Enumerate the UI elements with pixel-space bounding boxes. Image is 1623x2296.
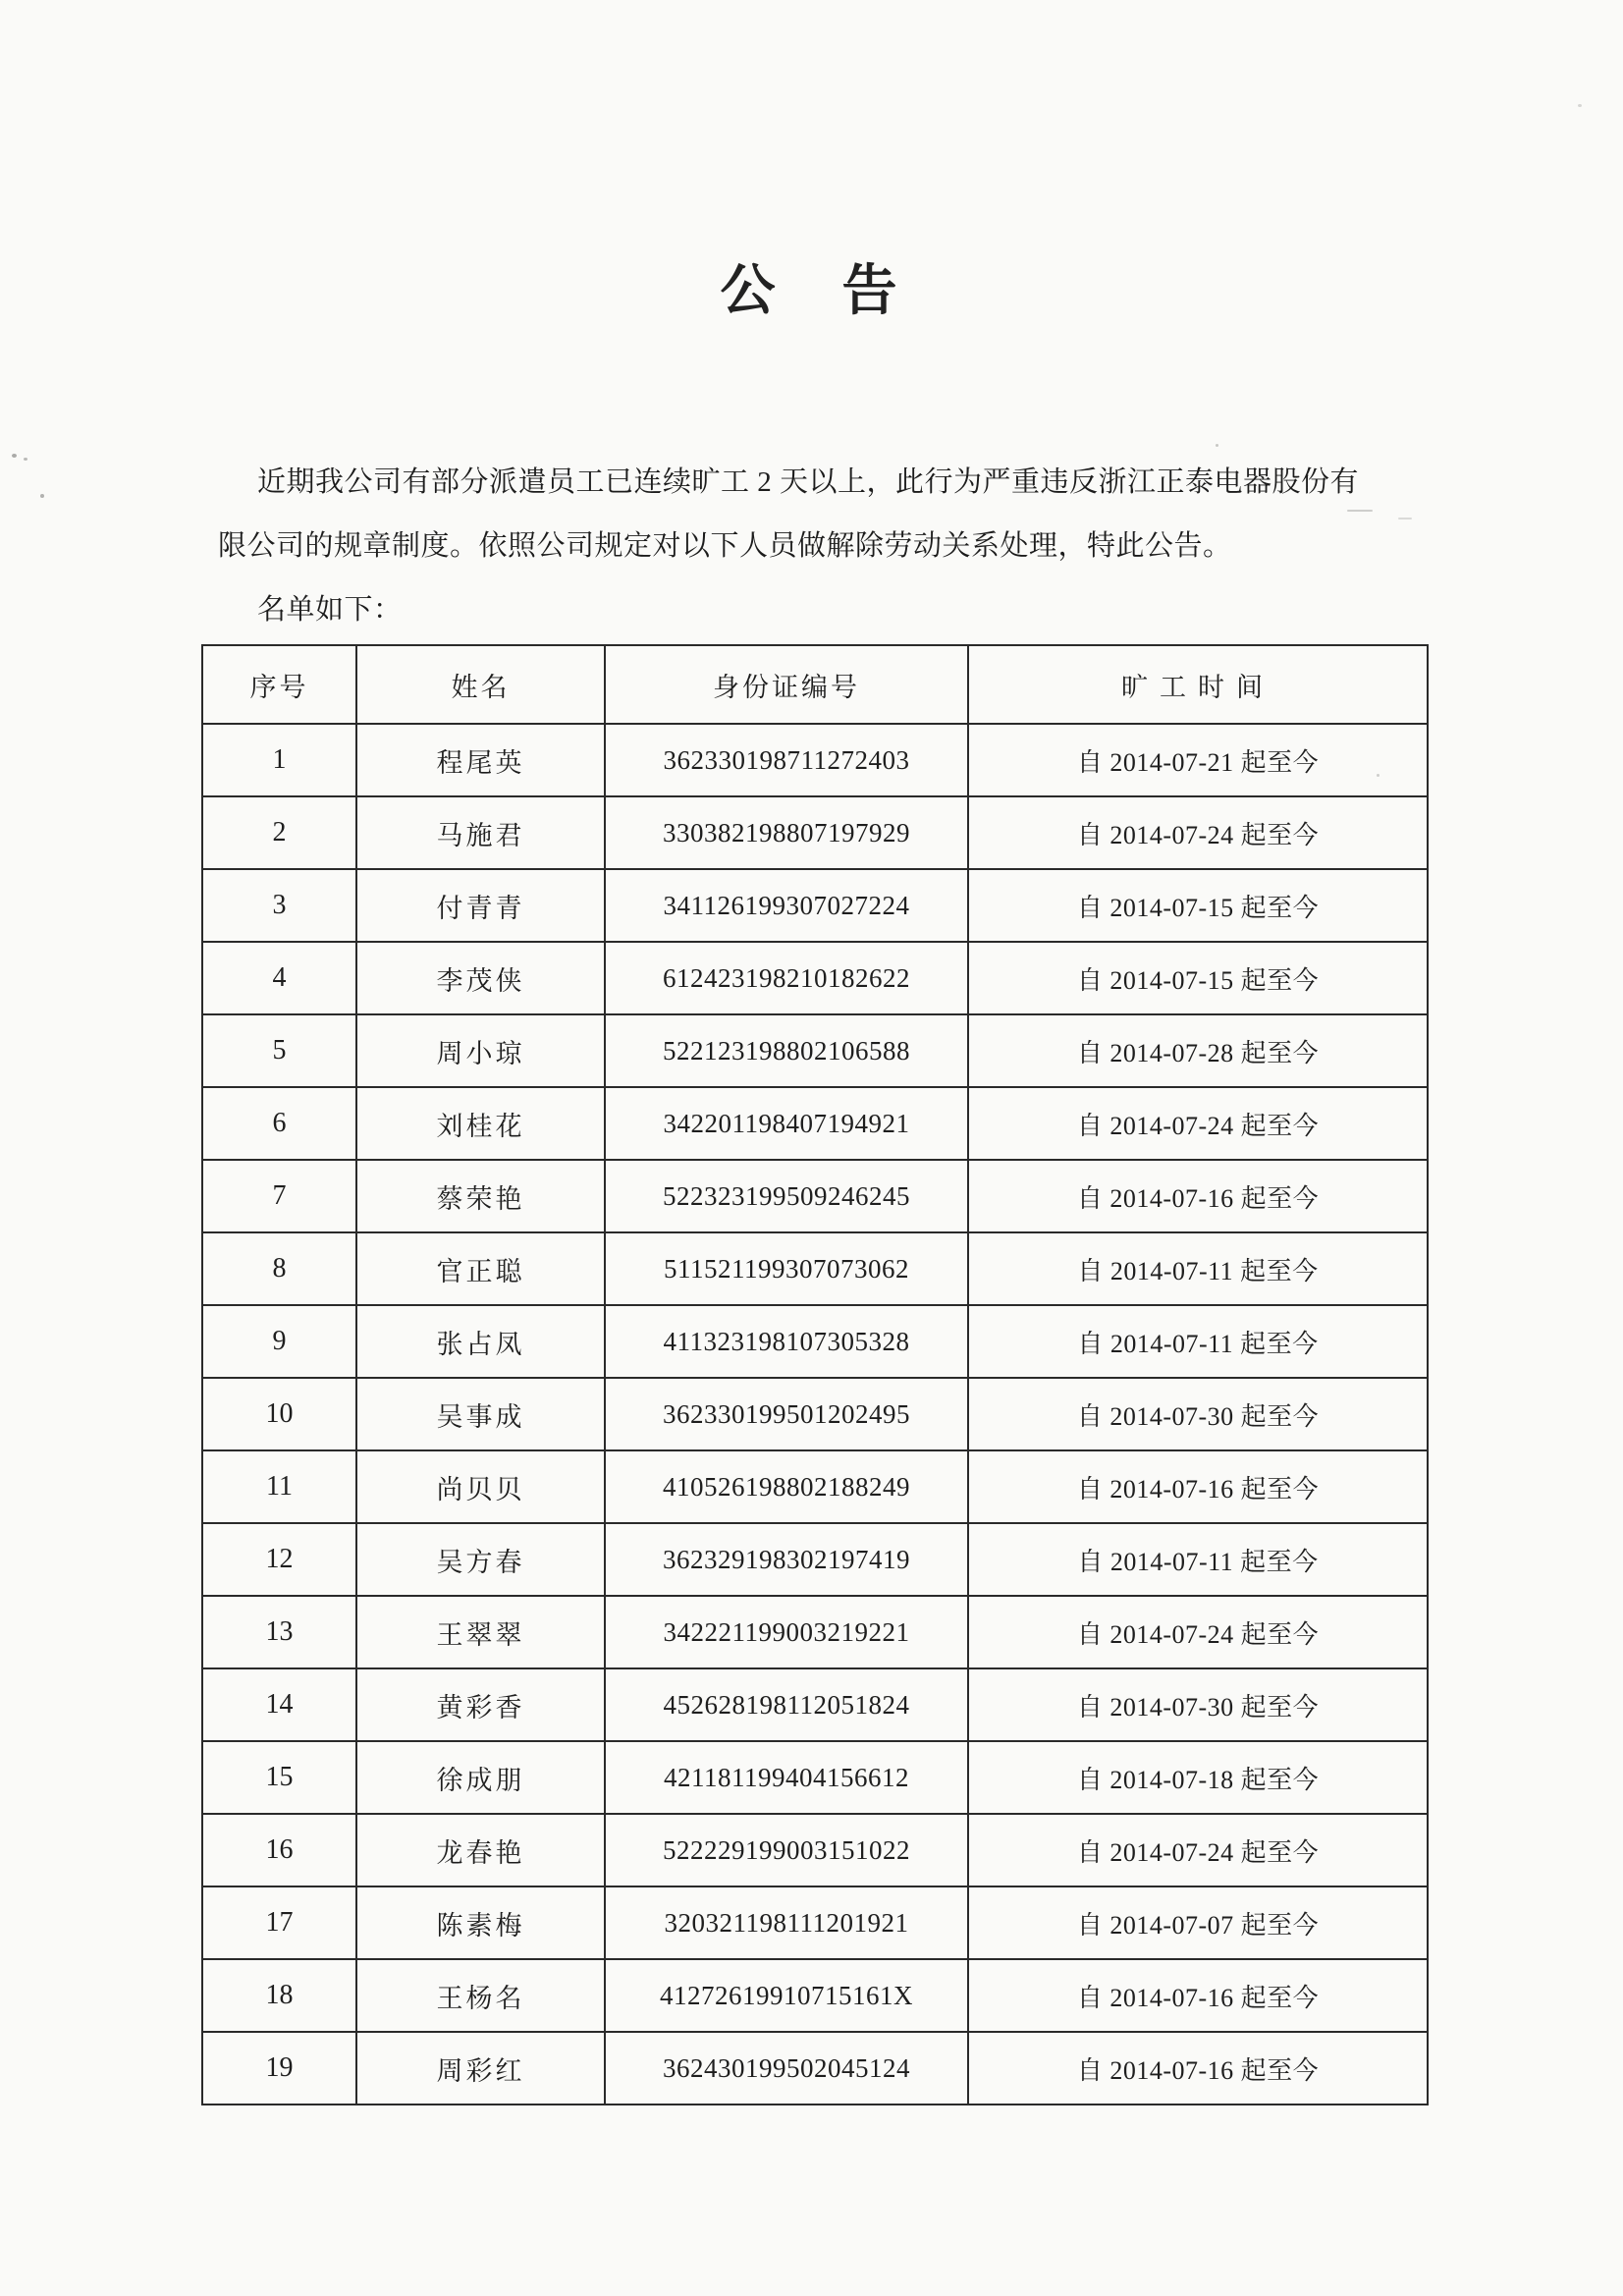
absence-period-cell: 自 2014-07-21 起至今 bbox=[968, 724, 1428, 796]
id-number-cell: 330382198807197929 bbox=[605, 796, 968, 869]
scan-artifact bbox=[40, 494, 44, 498]
table-row bbox=[202, 1378, 1428, 1450]
header-absence-period: 旷工时间 bbox=[968, 645, 1428, 724]
row-number-cell: 5 bbox=[202, 1014, 356, 1087]
table-row bbox=[202, 942, 1428, 1014]
absence-period-cell: 自 2014-07-16 起至今 bbox=[968, 2032, 1428, 2105]
id-number-cell: 362330198711272403 bbox=[605, 724, 968, 796]
name-cell: 龙春艳 bbox=[356, 1814, 605, 1886]
table-row bbox=[202, 1741, 1428, 1814]
absence-period-cell: 自 2014-07-30 起至今 bbox=[968, 1378, 1428, 1450]
absence-period-cell: 自 2014-07-16 起至今 bbox=[968, 1450, 1428, 1523]
id-number-cell: 362329198302197419 bbox=[605, 1523, 968, 1596]
absence-period-cell: 自 2014-07-16 起至今 bbox=[968, 1160, 1428, 1232]
notice-paragraph-line2: 限公司的规章制度。依照公司规定对以下人员做解除劳动关系处理，特此公告。 bbox=[218, 530, 1232, 562]
absence-period-cell: 自 2014-07-15 起至今 bbox=[968, 942, 1428, 1014]
id-number-cell: 410526198802188249 bbox=[605, 1450, 968, 1523]
id-number-cell: 452628198112051824 bbox=[605, 1668, 968, 1741]
table-row bbox=[202, 1087, 1428, 1160]
row-number-cell: 6 bbox=[202, 1087, 356, 1160]
row-number-cell: 16 bbox=[202, 1814, 356, 1886]
table-row bbox=[202, 1959, 1428, 2032]
absence-period-cell: 自 2014-07-24 起至今 bbox=[968, 1087, 1428, 1160]
scan-artifact bbox=[1398, 518, 1412, 519]
table-row bbox=[202, 1232, 1428, 1305]
name-cell: 马施君 bbox=[356, 796, 605, 869]
id-number-cell: 342221199003219221 bbox=[605, 1596, 968, 1668]
row-number-cell: 8 bbox=[202, 1232, 356, 1305]
name-cell: 付青青 bbox=[356, 869, 605, 942]
scan-artifact bbox=[12, 454, 17, 458]
id-number-cell: 342201198407194921 bbox=[605, 1087, 968, 1160]
id-number-cell: 612423198210182622 bbox=[605, 942, 968, 1014]
scan-artifact bbox=[1377, 774, 1380, 777]
table-row bbox=[202, 1305, 1428, 1378]
name-cell: 徐成朋 bbox=[356, 1741, 605, 1814]
absence-period-cell: 自 2014-07-30 起至今 bbox=[968, 1668, 1428, 1741]
row-number-cell: 15 bbox=[202, 1741, 356, 1814]
header-name: 姓名 bbox=[356, 645, 605, 724]
name-cell: 尚贝贝 bbox=[356, 1450, 605, 1523]
row-number-cell: 4 bbox=[202, 942, 356, 1014]
absence-period-cell: 自 2014-07-07 起至今 bbox=[968, 1886, 1428, 1959]
id-number-cell: 320321198111201921 bbox=[605, 1886, 968, 1959]
name-cell: 吴事成 bbox=[356, 1378, 605, 1450]
scan-artifact bbox=[1216, 444, 1218, 447]
scan-artifact bbox=[1347, 510, 1373, 512]
id-number-cell: 362430199502045124 bbox=[605, 2032, 968, 2105]
id-number-cell: 421181199404156612 bbox=[605, 1741, 968, 1814]
name-cell: 陈素梅 bbox=[356, 1886, 605, 1959]
table-row bbox=[202, 796, 1428, 869]
notice-title: 公 告 bbox=[720, 261, 903, 322]
row-number-cell: 11 bbox=[202, 1450, 356, 1523]
table-row bbox=[202, 1523, 1428, 1596]
absence-period-cell: 自 2014-07-15 起至今 bbox=[968, 869, 1428, 942]
absence-period-cell: 自 2014-07-11 起至今 bbox=[968, 1232, 1428, 1305]
absence-period-cell: 自 2014-07-24 起至今 bbox=[968, 1814, 1428, 1886]
row-number-cell: 18 bbox=[202, 1959, 356, 2032]
absence-period-cell: 自 2014-07-11 起至今 bbox=[968, 1305, 1428, 1378]
id-number-cell: 411323198107305328 bbox=[605, 1305, 968, 1378]
row-number-cell: 9 bbox=[202, 1305, 356, 1378]
id-number-cell: 522229199003151022 bbox=[605, 1814, 968, 1886]
row-number-cell: 1 bbox=[202, 724, 356, 796]
name-cell: 王翠翠 bbox=[356, 1596, 605, 1668]
table-row bbox=[202, 1450, 1428, 1523]
id-number-cell: 522123198802106588 bbox=[605, 1014, 968, 1087]
id-number-cell: 522323199509246245 bbox=[605, 1160, 968, 1232]
row-number-cell: 13 bbox=[202, 1596, 356, 1668]
table-row bbox=[202, 1668, 1428, 1741]
row-number-cell: 19 bbox=[202, 2032, 356, 2105]
table-row bbox=[202, 724, 1428, 796]
table-row bbox=[202, 1886, 1428, 1959]
row-number-cell: 10 bbox=[202, 1378, 356, 1450]
header-row-number: 序号 bbox=[202, 645, 356, 724]
name-cell: 周小琼 bbox=[356, 1014, 605, 1087]
row-number-cell: 14 bbox=[202, 1668, 356, 1741]
notice-paragraph-line1: 近期我公司有部分派遣员工已连续旷工 2 天以上，此行为严重违反浙江正泰电器股份有 bbox=[257, 466, 1360, 498]
id-number-cell: 362330199501202495 bbox=[605, 1378, 968, 1450]
id-number-cell: 511521199307073062 bbox=[605, 1232, 968, 1305]
absence-period-cell: 自 2014-07-28 起至今 bbox=[968, 1014, 1428, 1087]
name-cell: 程尾英 bbox=[356, 724, 605, 796]
absence-period-cell: 自 2014-07-18 起至今 bbox=[968, 1741, 1428, 1814]
table-header-row bbox=[202, 645, 1428, 724]
table-row bbox=[202, 1596, 1428, 1668]
row-number-cell: 17 bbox=[202, 1886, 356, 1959]
name-cell: 黄彩香 bbox=[356, 1668, 605, 1741]
name-cell: 张占凤 bbox=[356, 1305, 605, 1378]
row-number-cell: 12 bbox=[202, 1523, 356, 1596]
scan-artifact bbox=[24, 458, 27, 461]
name-cell: 刘桂花 bbox=[356, 1087, 605, 1160]
name-cell: 官正聪 bbox=[356, 1232, 605, 1305]
absence-period-cell: 自 2014-07-16 起至今 bbox=[968, 1959, 1428, 2032]
absence-period-cell: 自 2014-07-11 起至今 bbox=[968, 1523, 1428, 1596]
id-number-cell: 41272619910715161X bbox=[605, 1959, 968, 2032]
row-number-cell: 7 bbox=[202, 1160, 356, 1232]
table-row bbox=[202, 1014, 1428, 1087]
name-cell: 李茂侠 bbox=[356, 942, 605, 1014]
name-cell: 周彩红 bbox=[356, 2032, 605, 2105]
table-row bbox=[202, 2032, 1428, 2105]
name-cell: 王杨名 bbox=[356, 1959, 605, 2032]
id-number-cell: 341126199307027224 bbox=[605, 869, 968, 942]
dismissed-employees-table bbox=[201, 644, 1429, 2105]
absence-period-cell: 自 2014-07-24 起至今 bbox=[968, 1596, 1428, 1668]
header-id-number: 身份证编号 bbox=[605, 645, 968, 724]
table-row bbox=[202, 869, 1428, 942]
absence-period-cell: 自 2014-07-24 起至今 bbox=[968, 796, 1428, 869]
list-intro-label: 名单如下： bbox=[257, 594, 403, 626]
table-row bbox=[202, 1814, 1428, 1886]
table-row bbox=[202, 1160, 1428, 1232]
row-number-cell: 3 bbox=[202, 869, 356, 942]
name-cell: 蔡荣艳 bbox=[356, 1160, 605, 1232]
scan-artifact bbox=[1578, 104, 1582, 107]
name-cell: 吴方春 bbox=[356, 1523, 605, 1596]
row-number-cell: 2 bbox=[202, 796, 356, 869]
